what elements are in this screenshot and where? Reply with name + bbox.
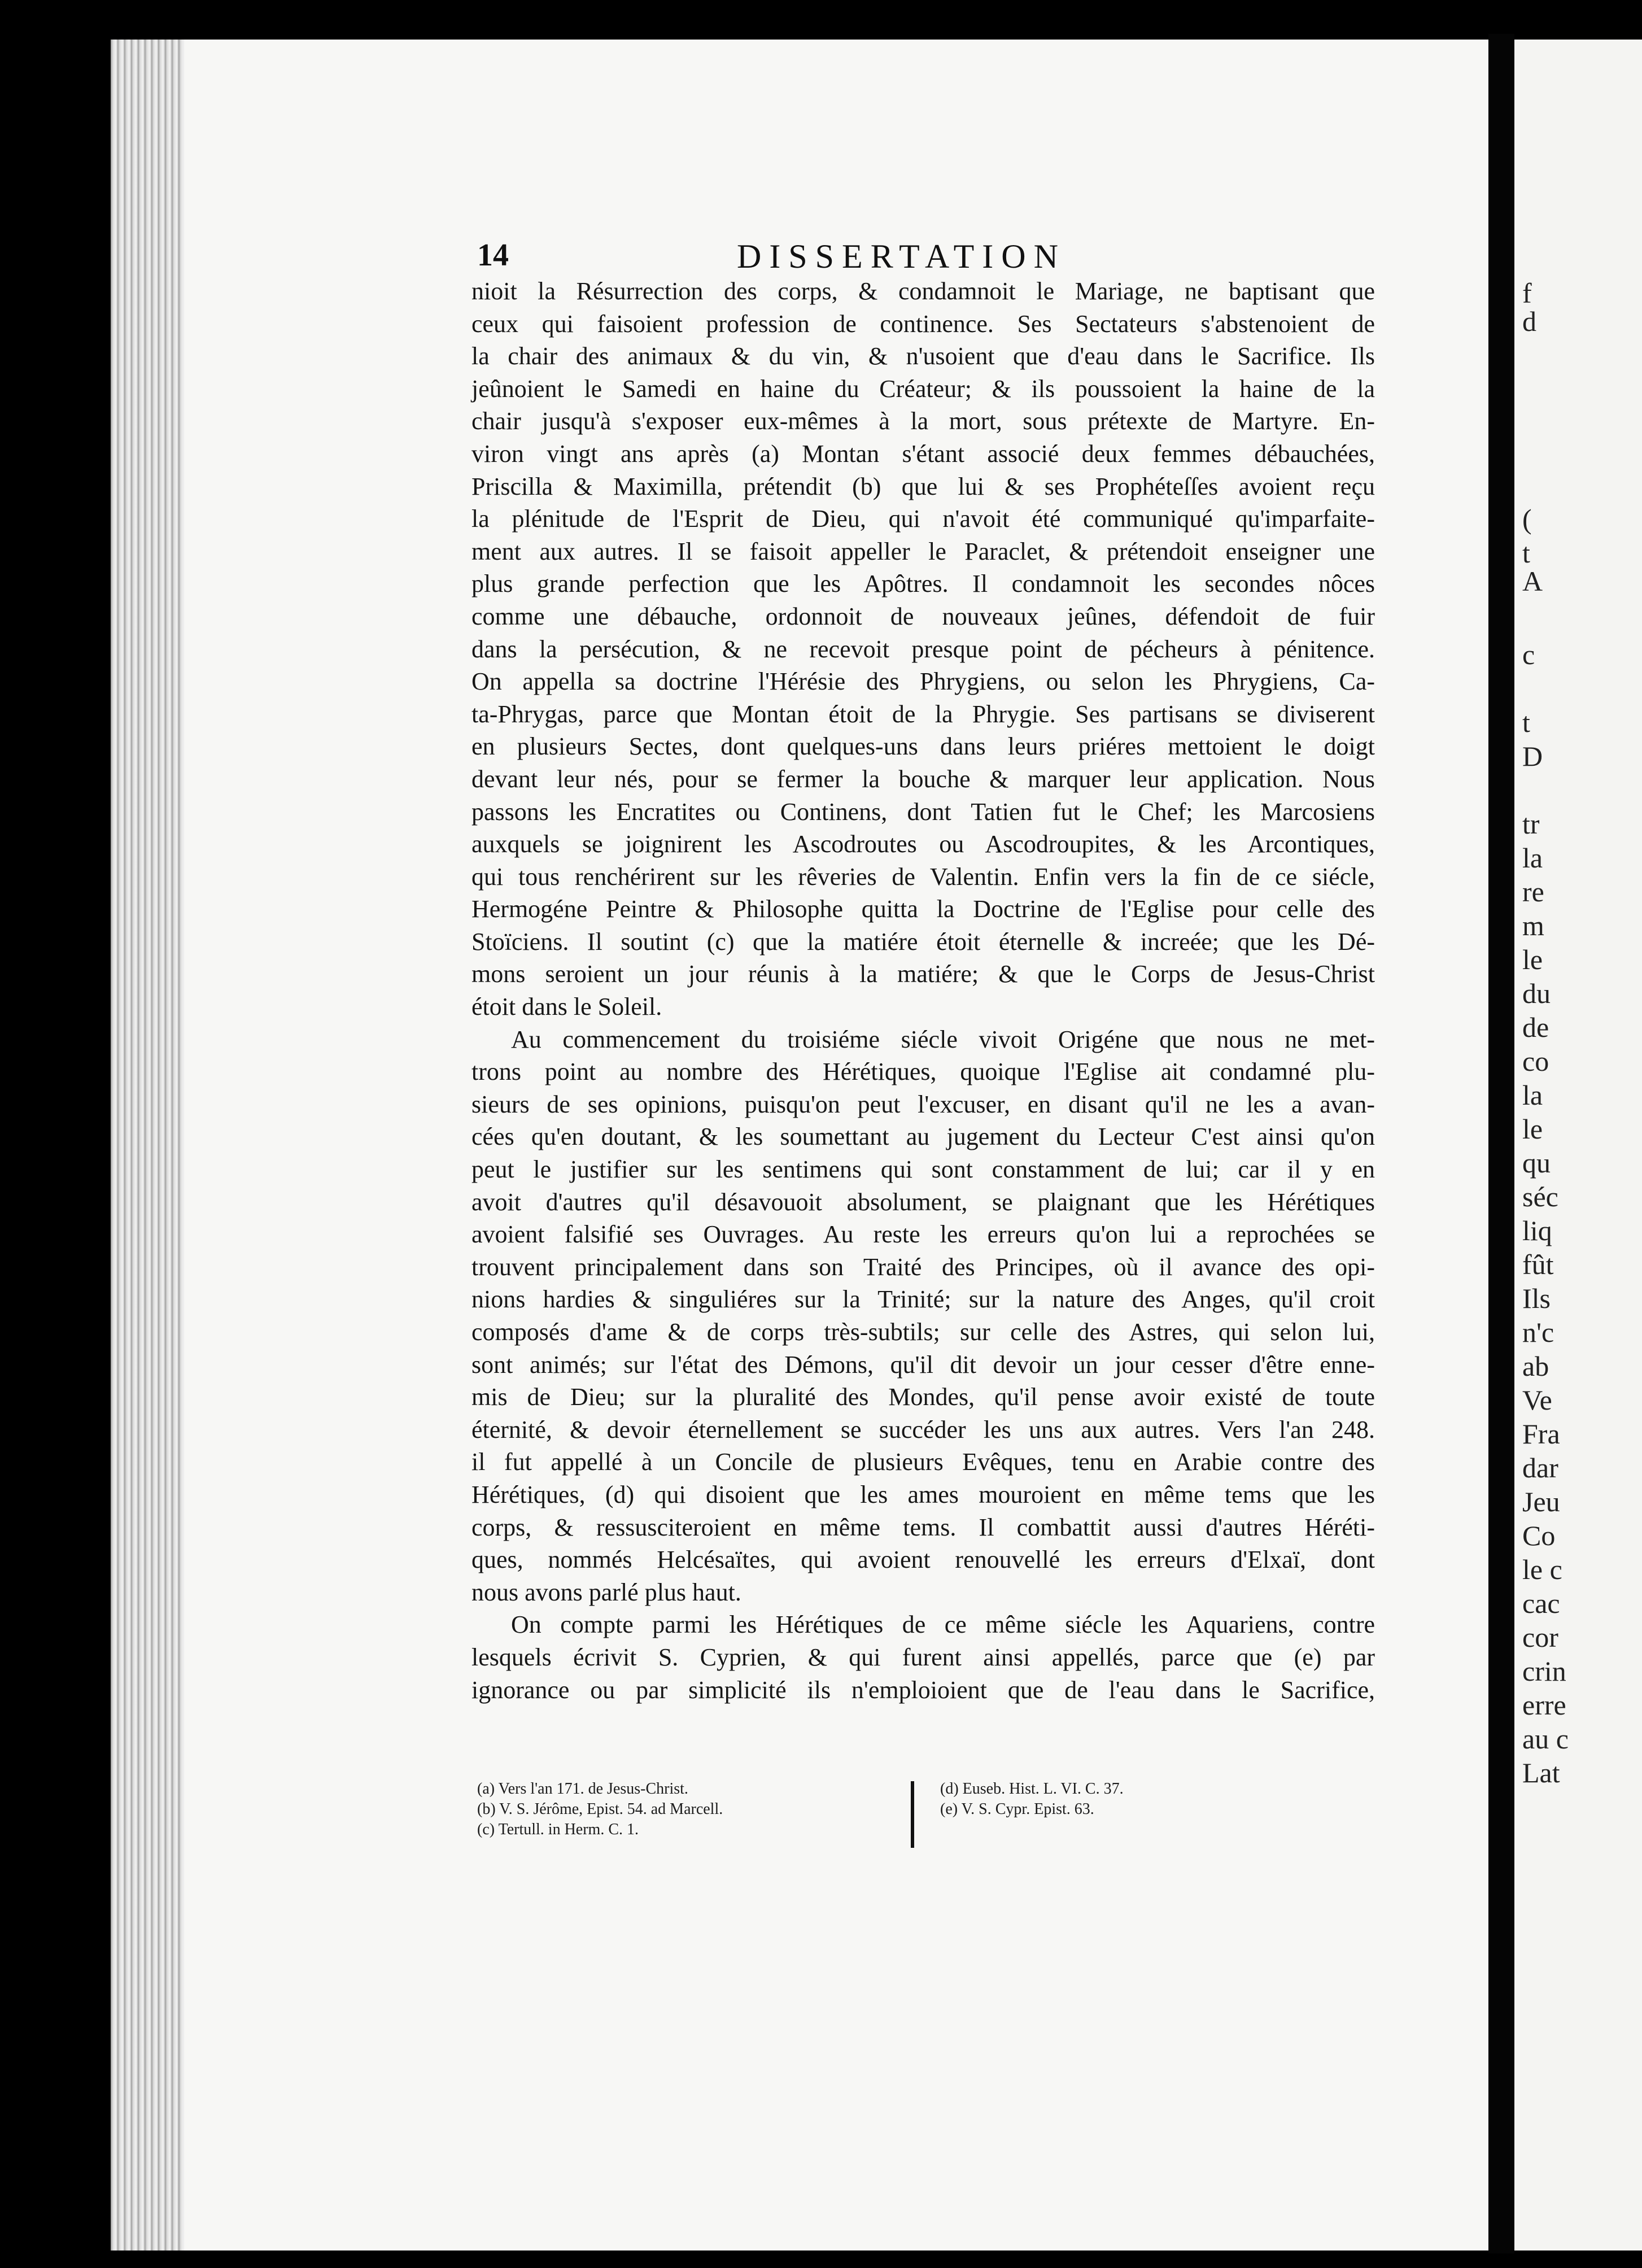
- facing-page-fragment: le: [1522, 944, 1543, 975]
- facing-page-fragment: la: [1522, 842, 1543, 874]
- footnote: (c) Tertull. in Herm. C. 1.: [477, 1821, 639, 1838]
- facing-page-fragment: crin: [1522, 1655, 1566, 1687]
- text-line: devant leur nés, pour se fermer la bouche & marquer leur application. Nous: [471, 765, 1375, 793]
- text-line: sieurs de ses opinions, puisqu'on peut l'excuser, en disant qu'il ne les a avan-: [471, 1090, 1375, 1118]
- text-line: mons seroient un jour réunis à la matiére; & que le Corps de Jesus-Christ: [471, 960, 1375, 988]
- text-line: sont animés; sur l'état des Démons, qu'il dit devoir un jour cesser d'être enne-: [471, 1350, 1375, 1379]
- text-line: mis de Dieu; sur la pluralité des Mondes, qu'il pense avoir existé de toute: [471, 1383, 1375, 1411]
- text-line: en plusieurs Sectes, dont quelques-uns dans leurs priéres mettoient le doigt: [471, 732, 1375, 761]
- footnotes-left-column: [477, 1779, 895, 1840]
- footnote: (e) V. S. Cypr. Epist. 63.: [940, 1800, 1094, 1818]
- facing-page-fragment: re: [1522, 876, 1544, 908]
- footnote: (d) Euseb. Hist. L. VI. C. 37.: [940, 1780, 1124, 1798]
- facing-page-fragment: dar: [1522, 1452, 1558, 1484]
- facing-page-fragment: f: [1522, 277, 1532, 309]
- text-line: plus grande perfection que les Apôtres. Il condamnoit les secondes nôces: [471, 570, 1375, 598]
- text-line: peut le justifier sur les sentimens qui sont constamment de lui; car il y en: [471, 1155, 1375, 1184]
- text-line: nous avons parlé plus haut.: [471, 1578, 741, 1606]
- facing-page-fragment: n'c: [1522, 1316, 1554, 1348]
- facing-page-fragment: cac: [1522, 1587, 1560, 1619]
- facing-page-fragment: le: [1522, 1113, 1543, 1145]
- text-line: nions hardies & singuliéres sur la Trinité; sur la nature des Anges, qu'il croit: [471, 1285, 1375, 1314]
- facing-page-fragment: fût: [1522, 1249, 1554, 1280]
- facing-page-fragment: qu: [1522, 1147, 1551, 1179]
- facing-page-fragment: c: [1522, 639, 1535, 670]
- text-line: il fut appellé à un Concile de plusieurs Evêques, tenu en Arabie contre des: [471, 1448, 1375, 1476]
- text-line: corps, & ressusciteroient en même tems. Il combattit aussi d'autres Héréti-: [471, 1513, 1375, 1541]
- text-line: composés d'ame & de corps très-subtils; sur celle des Astres, qui selon lui,: [471, 1318, 1375, 1346]
- facing-page-fragment: de: [1522, 1011, 1549, 1043]
- footnote-divider: [911, 1781, 914, 1848]
- text-line: viron vingt ans après (a) Montan s'étant associé deux femmes débauchées,: [471, 439, 1375, 468]
- text-line: lesquels écrivit S. Cyprien, & qui furent ainsi appellés, parce que (e) par: [471, 1643, 1375, 1671]
- text-line: la chair des animaux & du vin, & n'usoient que d'eau dans le Sacrifice. Ils: [471, 342, 1375, 370]
- text-line: chair jusqu'à s'exposer eux-mêmes à la mort, sous prétexte de Martyre. En-: [471, 407, 1375, 435]
- page-edge-shadow: [111, 40, 184, 2250]
- facing-page-edge: [1514, 40, 1642, 2250]
- facing-page-fragment: A: [1522, 565, 1543, 597]
- text-line: avoient falsifié ses Ouvrages. Au reste les erreurs qu'on lui a reprochées se: [471, 1220, 1375, 1249]
- text-line: passons les Encratites ou Continens, dont Tatien fut le Chef; les Marcosiens: [471, 797, 1375, 826]
- text-line: Hérétiques, (d) qui disoient que les ames mouroient en même tems que les: [471, 1480, 1375, 1508]
- facing-page-fragment: séc: [1522, 1181, 1558, 1212]
- facing-page-fragment: Co: [1522, 1520, 1556, 1551]
- footnote: (a) Vers l'an 171. de Jesus-Christ.: [477, 1780, 688, 1798]
- text-line: Hermogéne Peintre & Philosophe quitta la Doctrine de l'Eglise pour celle des: [471, 895, 1375, 923]
- facing-page-fragment: erre: [1522, 1689, 1566, 1721]
- text-line: On compte parmi les Hérétiques de ce même siécle les Aquariens, contre: [511, 1611, 1375, 1639]
- facing-page-fragment: la: [1522, 1079, 1543, 1111]
- footnote: (b) V. S. Jérôme, Epist. 54. ad Marcell.: [477, 1800, 723, 1818]
- page-number: 14: [477, 238, 509, 273]
- text-line: cées qu'en doutant, & les soumettant au jugement du Lecteur C'est ainsi qu'on: [471, 1123, 1375, 1151]
- text-line: ignorance ou par simplicité ils n'emploioient que de l'eau dans le Sacrifice,: [471, 1676, 1375, 1704]
- facing-page-fragment: m: [1522, 910, 1544, 941]
- facing-page-fragment: Fra: [1522, 1418, 1560, 1450]
- facing-page-fragment: (: [1522, 503, 1532, 535]
- text-line: dans la persécution, & ne recevoit presque point de pécheurs à pénitence.: [471, 635, 1375, 663]
- facing-page-fragment: Ve: [1522, 1384, 1552, 1416]
- footnotes: [477, 1779, 1381, 1847]
- text-line: ceux qui faisoient profession de continence. Ses Sectateurs s'abstenoient de: [471, 309, 1375, 338]
- facing-page-fragment: tr: [1522, 808, 1540, 840]
- text-line: trons point au nombre des Hérétiques, quoique l'Eglise ait condamné plu-: [471, 1058, 1375, 1086]
- text-line: Priscilla & Maximilla, prétendit (b) que lui & ses Prophéteſſes avoient reçu: [471, 472, 1375, 500]
- text-line: la plénitude de l'Esprit de Dieu, qui n'avoit été communiqué qu'imparfaite-: [471, 505, 1375, 533]
- text-line: nioit la Résurrection des corps, & condamnoit le Mariage, ne baptisant que: [471, 277, 1375, 305]
- text-line: Au commencement du troisiéme siécle vivoit Origéne que nous ne met-: [511, 1025, 1375, 1053]
- facing-page-fragment: co: [1522, 1045, 1549, 1077]
- text-line: qui tous renchérirent sur les rêveries de Valentin. Enfin vers la fin de ce siécle,: [471, 862, 1375, 891]
- facing-page-fragment: t: [1522, 706, 1530, 738]
- facing-page-fragment: Ils: [1522, 1283, 1551, 1314]
- facing-page-fragment: du: [1522, 978, 1551, 1009]
- text-line: trouvent principalement dans son Traité des Principes, où il avance des opi-: [471, 1253, 1375, 1281]
- facing-page-fragment: liq: [1522, 1215, 1552, 1246]
- text-line: comme une débauche, ordonnoit de nouveaux jeûnes, défendoit de fuir: [471, 602, 1375, 630]
- facing-page-fragment: au c: [1522, 1723, 1569, 1755]
- text-line: Stoïciens. Il soutint (c) que la matiére étoit éternelle & increée; que les Dé-: [471, 927, 1375, 956]
- facing-page-fragment: t: [1522, 537, 1530, 569]
- text-line: ques, nommés Helcésaïtes, qui avoient renouvellé les erreurs d'Elxaï, dont: [471, 1546, 1375, 1574]
- facing-page-fragment: cor: [1522, 1621, 1558, 1653]
- text-line: éternité, & devoir éternellement se succéder les uns aux autres. Vers l'an 248.: [471, 1415, 1375, 1443]
- text-line: On appella sa doctrine l'Hérésie des Phrygiens, ou selon les Phrygiens, Ca-: [471, 668, 1375, 696]
- text-line: auxquels se joignirent les Ascodroutes ou Ascodroupites, & les Arcontiques,: [471, 830, 1375, 858]
- facing-page-fragment: Jeu: [1522, 1486, 1560, 1517]
- body-text: [471, 275, 1375, 1706]
- text-line: ta-Phrygas, parce que Montan étoit de la Phrygie. Ses partisans se diviserent: [471, 700, 1375, 728]
- facing-page-fragment: D: [1522, 740, 1543, 772]
- footnotes-right-column: [940, 1779, 1358, 1820]
- facing-page-fragment: ab: [1522, 1350, 1549, 1382]
- facing-page-fragment: Lat: [1522, 1757, 1560, 1789]
- facing-page-fragment: d: [1522, 306, 1536, 337]
- running-head: DISSERTATION: [737, 238, 1066, 275]
- text-line: étoit dans le Soleil.: [471, 993, 662, 1021]
- text-line: jeûnoient le Samedi en haine du Créateur; & ils poussoient la haine de la: [471, 374, 1375, 403]
- book-gutter: [1488, 34, 1514, 2253]
- text-line: ment aux autres. Il se faisoit appeller le Paraclet, & prétendoit enseigner une: [471, 537, 1375, 565]
- page-header: [477, 237, 1381, 277]
- facing-page-fragment: le c: [1522, 1554, 1562, 1585]
- text-line: avoit d'autres qu'il désavouoit absolument, se plaignant que les Hérétiques: [471, 1188, 1375, 1216]
